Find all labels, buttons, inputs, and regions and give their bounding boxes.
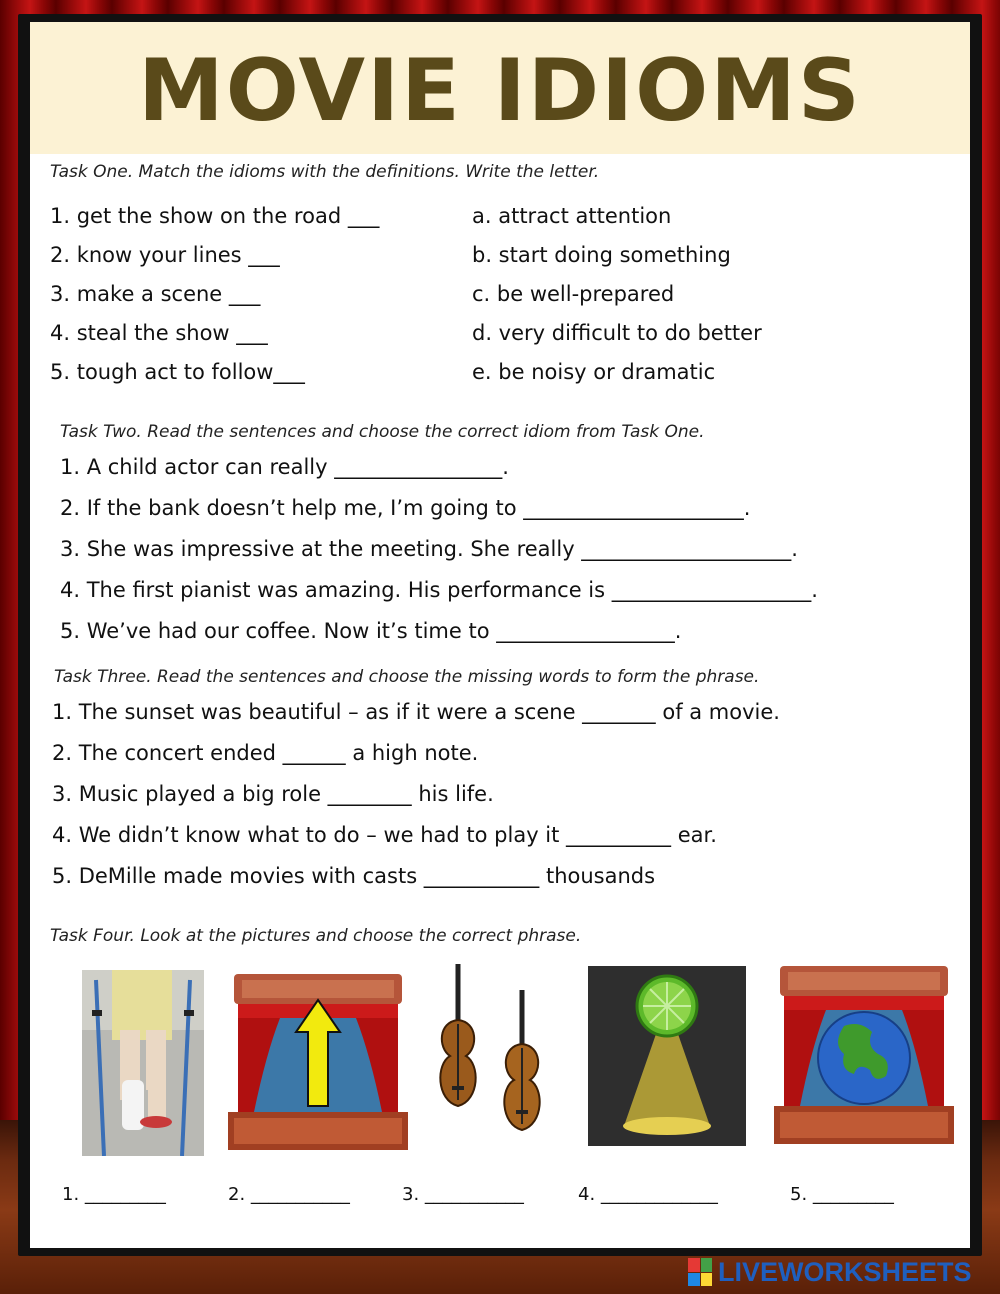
limelight-picture — [588, 966, 746, 1146]
liveworksheets-logo[interactable] — [688, 1254, 972, 1290]
task1-idiom[interactable]: 2. know your lines ___ — [50, 243, 280, 267]
liveworksheets-wordmark: LIVEWORKSHEETS — [718, 1256, 972, 1287]
task2-sentence[interactable]: 4. The first pianist was amazing. His performance is ___________________. — [60, 578, 818, 602]
crutches-picture — [82, 970, 204, 1156]
task3-sentence[interactable]: 2. The concert ended ______ a high note. — [52, 741, 479, 765]
task4-caption[interactable]: 3. ___________ — [402, 1184, 524, 1205]
violins-picture — [432, 960, 562, 1140]
task2-heading: Task Two. Read the sentences and choose the correct idiom from Task One. — [60, 422, 705, 442]
task3-sentence[interactable]: 5. DeMille made movies with casts ___________ thousands — [52, 864, 656, 888]
task2-sentence[interactable]: 3. She was impressive at the meeting. She really ____________________. — [60, 537, 798, 561]
stage-arrow-picture — [228, 974, 408, 1150]
task4-caption[interactable]: 4. _____________ — [578, 1184, 718, 1205]
task3-sentence[interactable]: 4. We didn’t know what to do – we had to play it __________ ear. — [52, 823, 717, 847]
page-title: MOVIE IDIOMS — [138, 41, 862, 141]
liveworksheets-icon — [688, 1258, 712, 1286]
title-band — [30, 22, 970, 154]
task4-heading: Task Four. Look at the pictures and choose the correct phrase. — [50, 926, 582, 946]
task1-idiom[interactable]: 1. get the show on the road ___ — [50, 204, 380, 228]
task1-idiom[interactable]: 4. steal the show ___ — [50, 321, 268, 345]
task4-caption[interactable]: 2. ___________ — [228, 1184, 350, 1205]
task4-caption[interactable]: 1. _________ — [62, 1184, 166, 1205]
task1-definition: b. start doing something — [472, 243, 731, 267]
task3-sentence[interactable]: 1. The sunset was beautiful – as if it were a scene _______ of a movie. — [52, 700, 780, 724]
task1-definition: a. attract attention — [472, 204, 672, 228]
task2-sentence[interactable]: 5. We’ve had our coffee. Now it’s time to _________________. — [60, 619, 682, 643]
task2-sentence[interactable]: 1. A child actor can really ________________. — [60, 455, 509, 479]
task1-definition: d. very difficult to do better — [472, 321, 762, 345]
task1-definition: c. be well-prepared — [472, 282, 675, 306]
task1-idiom[interactable]: 3. make a scene ___ — [50, 282, 261, 306]
task4-caption[interactable]: 5. _________ — [790, 1184, 894, 1205]
worksheet — [30, 22, 970, 1248]
task1-definition: e. be noisy or dramatic — [472, 360, 716, 384]
task1-idiom[interactable]: 5. tough act to follow___ — [50, 360, 305, 384]
task3-sentence[interactable]: 3. Music played a big role ________ his life. — [52, 782, 494, 806]
task2-sentence[interactable]: 2. If the bank doesn’t help me, I’m going to _____________________. — [60, 496, 751, 520]
stage-globe-picture — [774, 966, 954, 1144]
task1-heading: Task One. Match the idioms with the definitions. Write the letter. — [50, 162, 600, 182]
task3-heading: Task Three. Read the sentences and choose the missing words to form the phrase. — [54, 667, 760, 687]
